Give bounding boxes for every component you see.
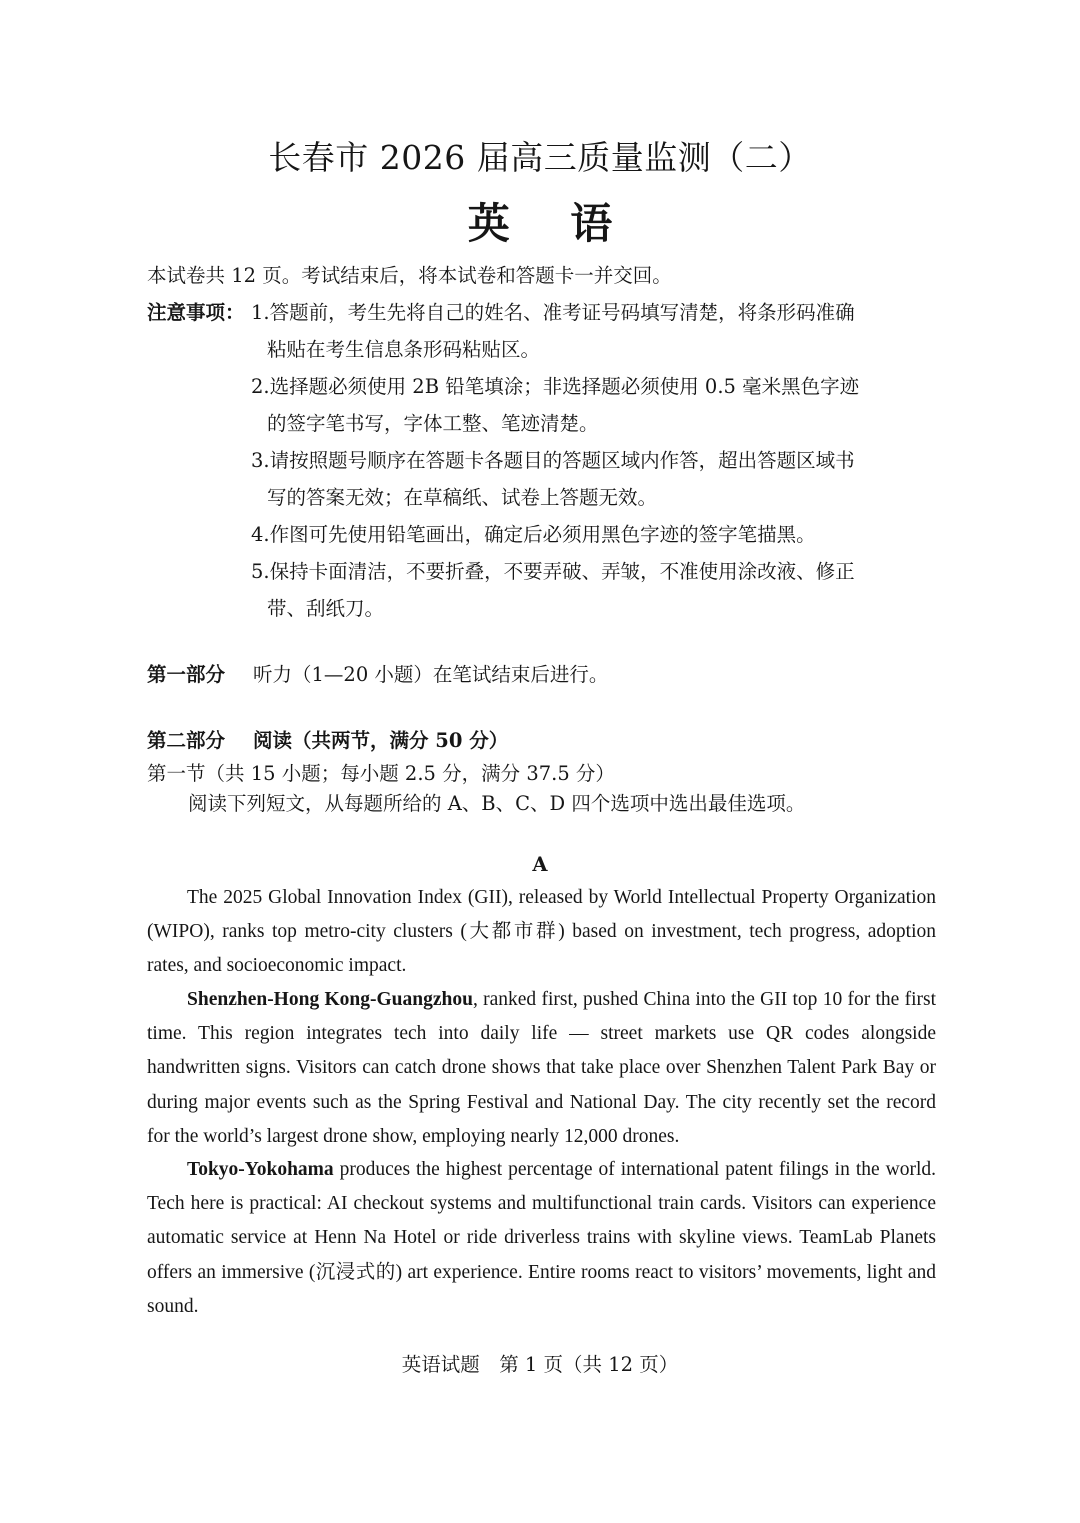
passage-label: A [532, 853, 548, 876]
intro-text: 本试卷共 12 页。考试结束后，将本试卷和答题卡一并交回。 [147, 264, 672, 287]
passage-paragraph-3 [147, 1153, 936, 1324]
passage-paragraph-2 [147, 983, 936, 1154]
passage-paragraph-1 [147, 881, 936, 984]
passage-paragraph-3-text: produces the highest percentage of international patent filings in the world. Tech here is practical: AI checkout systems and multifunctional train cards. Visitors can experience automatic service at Henn Na Hotel or ride driverless trains with skyline views. TeamLab Planets offers an immersive (沉浸式的) art experience. Entire rooms react to visitors’ movements, light and sound. [147, 1159, 936, 1317]
passage-paragraph-1-text: The 2025 Global Innovation Index (GII), released by World Intellectual Property Organization (WIPO), ranks top metro-city clusters (大都市群) based on investment, tech progress, adoption rates, and socioeconomic impact. [147, 887, 936, 977]
subject-title: 英 语 [467, 199, 613, 248]
notice-item-3-cont: 写的答案无效；在草稿纸、试卷上答题无效。 [267, 486, 658, 509]
notice-item-2: 2.选择题必须使用 2B 铅笔填涂；非选择题必须使用 0.5 毫米黑色字迹 [251, 375, 860, 398]
notice-item-2-cont: 的签字笔书写，字体工整、笔迹清楚。 [267, 412, 599, 435]
part1-label: 第一部分 [147, 663, 226, 686]
part2-label: 第二部分 [147, 729, 226, 752]
city-name-tokyo: Tokyo-Yokohama [187, 1159, 334, 1180]
notice-item-1-cont: 粘贴在考生信息条形码粘贴区。 [267, 338, 541, 361]
notice-item-3: 3.请按照题号顺序在答题卡各题目的答题区域内作答，超出答题区域书 [251, 449, 855, 472]
notice-item-1: 1.答题前，考生先将自己的姓名、准考证号码填写清楚，将条形码准确 [251, 301, 855, 324]
section1-heading: 第一节（共 15 小题；每小题 2.5 分，满分 37.5 分） [147, 762, 615, 785]
city-name-shenzhen: Shenzhen-Hong Kong-Guangzhou [187, 989, 473, 1010]
notice-item-5: 5.保持卡面清洁，不要折叠，不要弄破、弄皱，不准使用涂改液、修正 [251, 560, 855, 583]
page-footer: 英语试题 第 1 页（共 12 页） [401, 1353, 679, 1376]
notice-label: 注意事项： [147, 301, 245, 324]
passage-paragraph-2-text: , ranked first, pushed China into the GII top 10 for the first time. This region integrates tech into daily life — street markets use QR codes alongside handwritten signs. Visitors can catch drone shows that take place over Shenzhen Talent Park Bay or during major events such as the Spring Festival and National Day. The city recently set the record for the world’s largest drone show, employing nearly 12,000 drones. [147, 989, 937, 1147]
reading-instruction: 阅读下列短文，从每题所给的 A、B、C、D 四个选项中选出最佳选项。 [188, 792, 806, 815]
exam-title: 长春市 2026 届高三质量监测（二） [268, 138, 812, 177]
part2-text: 阅读（共两节，满分 50 分） [253, 729, 509, 752]
notice-item-4: 4.作图可先使用铅笔画出，确定后必须用黑色字迹的签字笔描黑。 [251, 523, 816, 546]
notice-item-5-cont: 带、刮纸刀。 [267, 597, 385, 620]
part1-text: 听力（1—20 小题）在笔试结束后进行。 [253, 663, 609, 686]
